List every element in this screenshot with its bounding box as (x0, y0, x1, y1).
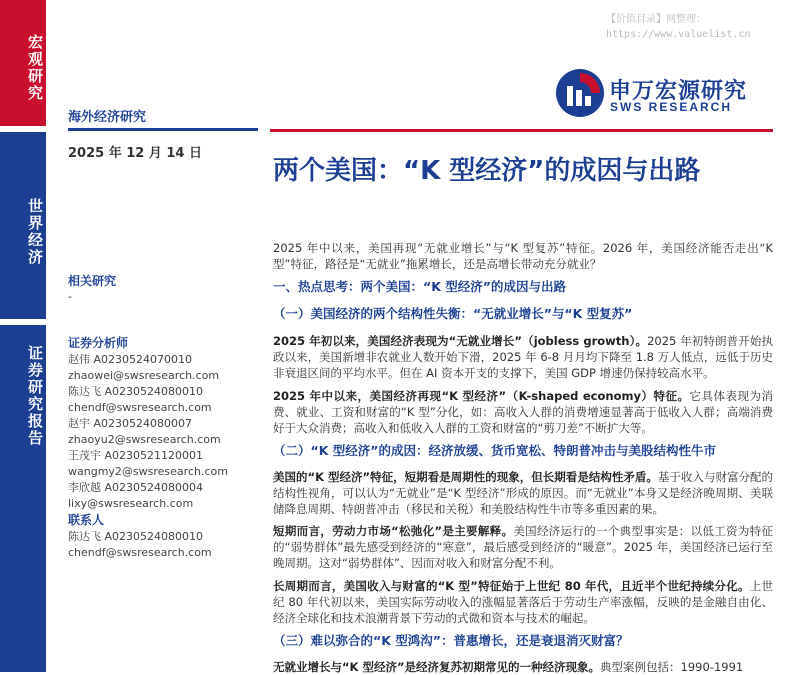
body-text (273, 240, 773, 272)
sidebar-tab-world-economy-label: 世界经济 (26, 198, 44, 266)
contact-email[interactable]: chendf@swsresearch.com (68, 546, 212, 559)
paragraph-4-text: 美国经济运行的一个典型事实是：以低工资为特征的“弱势群体”最先感受到经济的“寒意”，最后感受到经济的“暖意”。2025 年，美国经济已运行至晚周期。这对“弱势群体”、因而对收入和财富分配不利。 (273, 524, 773, 570)
analyst-line: 陈达飞 A0230524080010 (68, 385, 204, 398)
sidebar-tab-world-economy (0, 132, 46, 319)
analyst-email[interactable]: lixy@swsresearch.com (68, 497, 194, 510)
paragraph-1 (273, 333, 773, 381)
analyst-line: 王茂宇 A0230521120001 (68, 449, 204, 462)
paragraph-2-lead: 2025 年中以来，美国经济再现“K 型经济”（K-shaped economy）特征。 (273, 389, 690, 403)
paragraph-5 (273, 578, 773, 626)
report-title: 两个美国：“K 型经济”的成因与出路 (273, 156, 701, 186)
analyst-email[interactable]: chendf@swsresearch.com (68, 401, 212, 414)
section-heading-1 (273, 279, 773, 295)
related-research-heading: 相关研究 (68, 274, 117, 288)
analysts-block (68, 335, 258, 561)
logo-english-name: SWS RESEARCH (610, 100, 733, 114)
subheading-1 (273, 306, 773, 322)
analysts-heading: 证券分析师 (68, 336, 129, 350)
paragraph-1-lead: 2025 年初以来，美国经济表现为“无就业增长”（jobless growth）。 (273, 334, 648, 348)
paragraph-3 (273, 469, 773, 517)
paragraph-5-text: 上世纪 80 年代初以来，美国实际劳动收入的涨幅显著落后于劳动生产率涨幅，反映的是金融自由化、经济全球化和技术浪潮背景下劳动的式微和资本与技术的崛起。 (273, 579, 774, 625)
related-research-value: - (68, 290, 72, 303)
subheading-1-text: （一）美国经济的两个结构性失衡：“无就业增长”与“K 型复苏” (273, 306, 633, 321)
subheading-3-text: （三）难以弥合的“K 型鸿沟”：普惠增长，还是衰退消灭财富？ (273, 633, 629, 648)
sws-logo-emblem-icon (555, 68, 605, 118)
watermark-url: https://www.valuelist.cn (606, 29, 751, 40)
paragraph-4-lead: 短期而言，劳动力市场“松弛化”是主要解释。 (273, 524, 514, 538)
analyst-email[interactable]: zhaoyu2@swsresearch.com (68, 433, 221, 446)
title-divider (270, 129, 773, 132)
paragraph-6-text: 典型案例包括：1990-1991 (600, 660, 744, 674)
analyst-email[interactable]: wangmy2@swsresearch.com (68, 465, 228, 478)
subheading-2-text: （二）“K 型经济”的成因：经济放缓、货币宽松、特朗普冲击与美股结构性牛市 (273, 443, 716, 458)
report-date: 2025 年 12 月 14 日 (68, 146, 202, 161)
report-series: 海外经济研究 (68, 110, 147, 125)
paragraph-1-text: 2025 年初特朗普开始执政以来，美国新增非农就业人数开始下滑，2025 年 6-8 月月均下降至 1.8 万人低点，远低于历史非衰退区间的平均水平。但在 AI 资本开支的支撑下，美国 GDP 增速仍保持较高水平。 (273, 334, 774, 380)
paragraph-2 (273, 388, 773, 436)
analyst-line: 赵宇 A0230524080007 (68, 417, 193, 430)
section-heading-1-text: 一、热点思考：两个美国：“K 型经济”的成因与出路 (273, 279, 566, 294)
analyst-line: 赵伟 A0230524070010 (68, 353, 193, 366)
paragraph-3-text: 基于收入与财富分配的结构性视角，可以认为“无就业”是“K 型经济”形成的原因。而“无就业”本身又是经济晚周期、美联储降息周期、特朗普冲击（移民和关税）和美股结构性牛市等多重因素的果。 (273, 470, 774, 516)
sws-logo (555, 66, 770, 118)
analyst-line: 李欣越 A0230524080004 (68, 481, 204, 494)
watermark (606, 12, 751, 42)
sidebar-tab-macro (0, 0, 46, 126)
subheading-2 (273, 443, 773, 459)
intro-paragraph: 2025 年中以来，美国再现“无就业增长”与“K 型复苏”特征。2026 年，美国经济能否走出“K 型”特征，路径是“无就业”拖累增长，还是高增长带动充分就业？ (273, 241, 773, 271)
paragraph-4 (273, 523, 773, 571)
paragraph-6-lead: 无就业增长与“K 型经济”是经济复苏初期常见的一种经济现象。 (273, 660, 601, 674)
analyst-email[interactable]: zhaowei@swsresearch.com (68, 369, 220, 382)
subheading-3 (273, 633, 773, 649)
related-research (68, 273, 258, 305)
contact-line: 陈达飞 A0230524080010 (68, 530, 204, 543)
contacts-heading: 联系人 (68, 513, 105, 527)
sidebar-tab-macro-label: 宏观研究 (26, 34, 44, 102)
paragraph-2-text: 它具体表现为消费、就业、工资和财富的“K 型”分化，如：高收入人群的消费增速显著高于低收入人群；高端消费好于大众消费；高收入和低收入人群的工资和财富的“剪刀差”不断扩大等。 (273, 389, 773, 435)
sidebar-tab-securities-report-label: 证券研究报告 (26, 345, 44, 447)
watermark-line1: 【价值目录】网整理： (606, 14, 706, 25)
logo-chinese-name: 申万宏源研究 (609, 79, 748, 104)
paragraph-6 (273, 659, 773, 675)
sidebar-tab-securities-report (0, 325, 46, 672)
left-divider (68, 128, 258, 131)
paragraph-3-lead: 美国的“K 型经济”特征，短期看是周期性的现象，但长期看是结构性矛盾。 (273, 470, 658, 484)
paragraph-5-lead: 长周期而言，美国收入与财富的“K 型”特征始于上世纪 80 年代，且近半个世纪持续分化。 (273, 579, 750, 593)
